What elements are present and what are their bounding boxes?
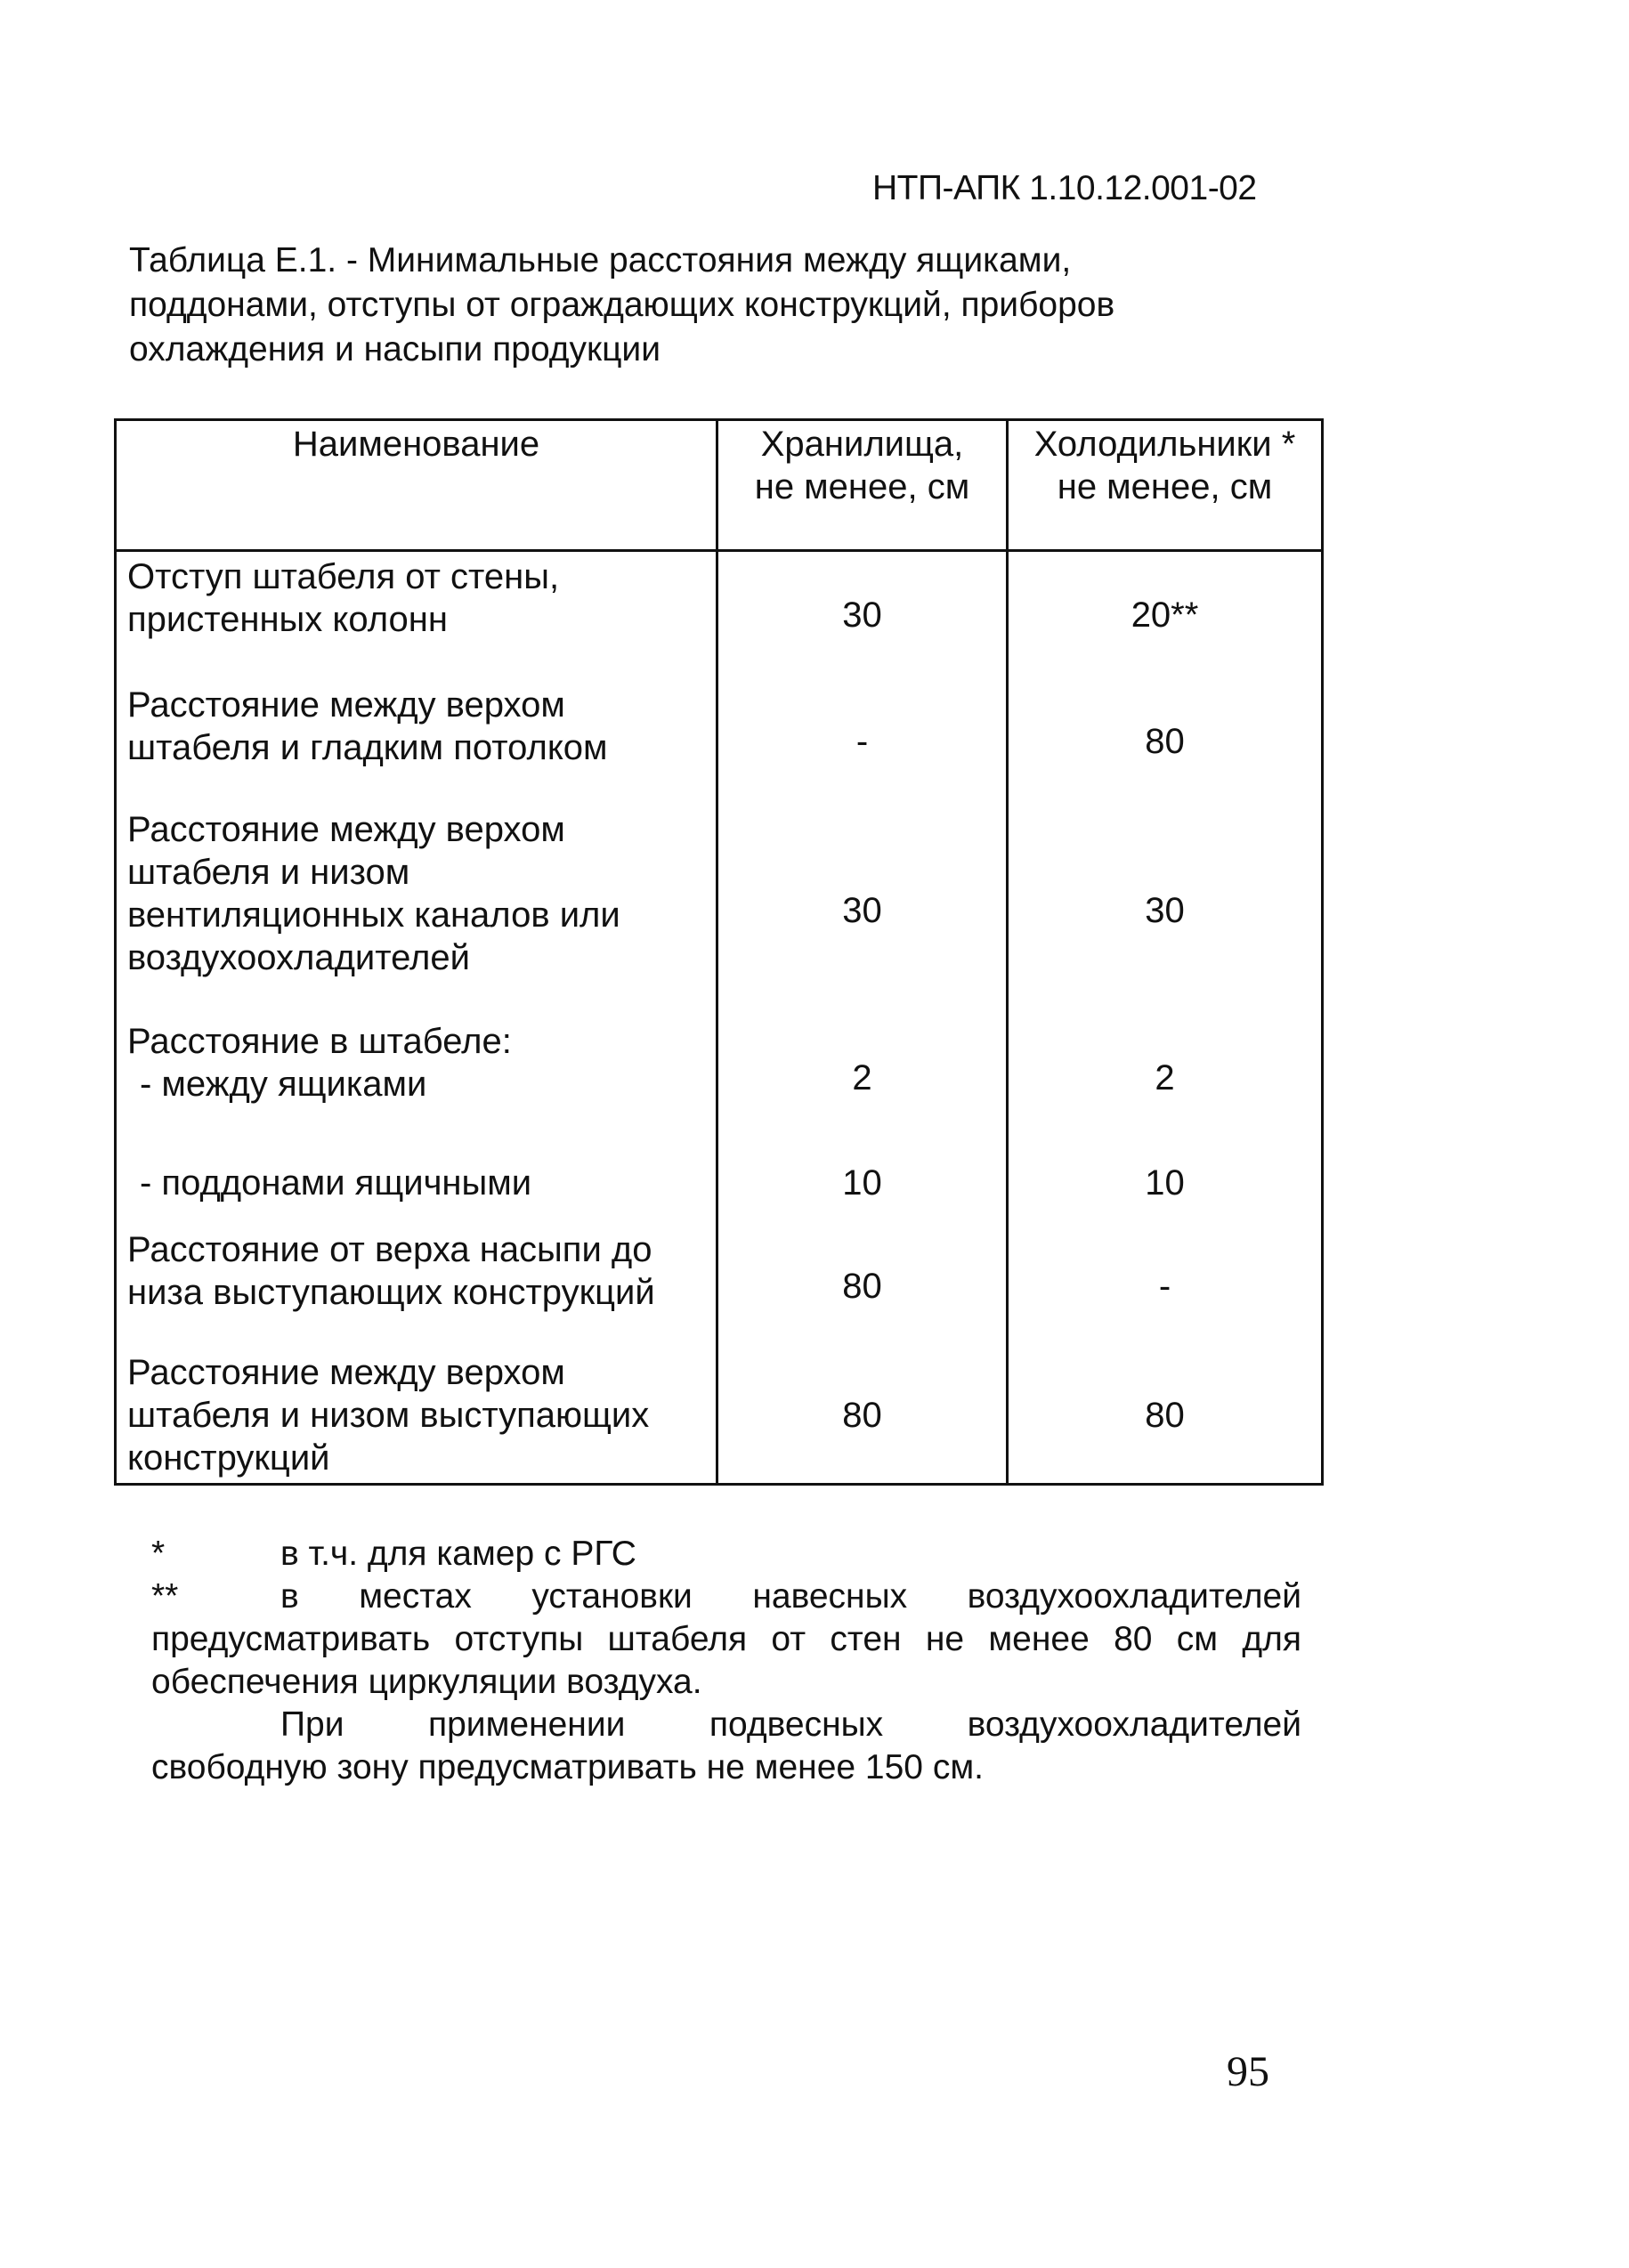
fridge-value: 10 [1008, 1141, 1323, 1225]
footnote-2 [151, 1575, 1301, 1618]
fridge-value: 2 [1008, 1017, 1323, 1141]
storage-value: 2 [717, 1017, 1008, 1141]
row-name: Расстояние между верхом штабеля и низом выступающих конструкций [116, 1348, 717, 1485]
storage-value: 30 [717, 551, 1008, 681]
storage-value: - [717, 680, 1008, 805]
caption-line: Таблица Е.1. - Минимальные расстояния между ящиками, [129, 241, 1072, 279]
fridge-value: - [1008, 1225, 1323, 1348]
footnote-mark: ** [151, 1577, 179, 1616]
table-row [116, 805, 1323, 1017]
table-row [116, 1225, 1323, 1348]
fridge-value: 80 [1008, 1348, 1323, 1485]
fridge-value: 20** [1008, 551, 1323, 681]
caption-line: охлаждения и насыпи продукции [129, 330, 661, 369]
note-paragraph-line: свободную зону предусматривать не менее 150 см. [151, 1748, 984, 1786]
column-header-storage: Хранилища, не менее, см [717, 420, 1008, 551]
column-header-name: Наименование [116, 420, 717, 551]
table-row [116, 1348, 1323, 1485]
table-row [116, 1017, 1323, 1141]
column-header-fridge: Холодильники * не менее, см [1008, 420, 1323, 551]
row-name: Отступ штабеля от стены, пристенных колонн [116, 551, 717, 681]
storage-value: 30 [717, 805, 1008, 1017]
fridge-value: 80 [1008, 680, 1323, 805]
storage-value: 10 [717, 1141, 1008, 1225]
footnote-1 [151, 1533, 1301, 1575]
storage-value: 80 [717, 1225, 1008, 1348]
row-name: - поддонами ящичными [116, 1141, 717, 1225]
footnote-text: в т.ч. для камер с РГС [280, 1535, 636, 1573]
row-name: Расстояние между верхом штабеля и гладким потолком [116, 680, 717, 805]
table-caption [129, 239, 1242, 372]
fridge-value: 30 [1008, 805, 1323, 1017]
row-name: Расстояние в штабеле: - между ящиками [116, 1017, 717, 1141]
footnotes [151, 1533, 1301, 1789]
distances-table [114, 418, 1324, 1486]
document-code: НТП-АПК 1.10.12.001-02 [872, 169, 1257, 207]
table-row [116, 680, 1323, 805]
table-row [116, 551, 1323, 681]
caption-line: поддонами, отступы от ограждающих конструкций, приборов [129, 286, 1115, 324]
footnote-text-line: обеспечения циркуляции воздуха. [151, 1663, 702, 1701]
footnote-text-line: предусматривать отступы штабеля от стен не менее 80 см для [151, 1620, 1301, 1658]
note-paragraph-line: При применении подвесных воздухоохладителей [280, 1705, 1301, 1744]
footnote-text: в местах установки навесных воздухоохладителей [280, 1577, 1301, 1616]
footnote-mark: * [151, 1535, 166, 1573]
storage-value: 80 [717, 1348, 1008, 1485]
table-row [116, 1141, 1323, 1225]
row-name: Расстояние между верхом штабеля и низом вентиляционных каналов или воздухоохладителей [116, 805, 717, 1017]
table-header-row [116, 420, 1323, 551]
page-number: 95 [1227, 2048, 1269, 2095]
row-name: Расстояние от верха насыпи до низа выступающих конструкций [116, 1225, 717, 1348]
